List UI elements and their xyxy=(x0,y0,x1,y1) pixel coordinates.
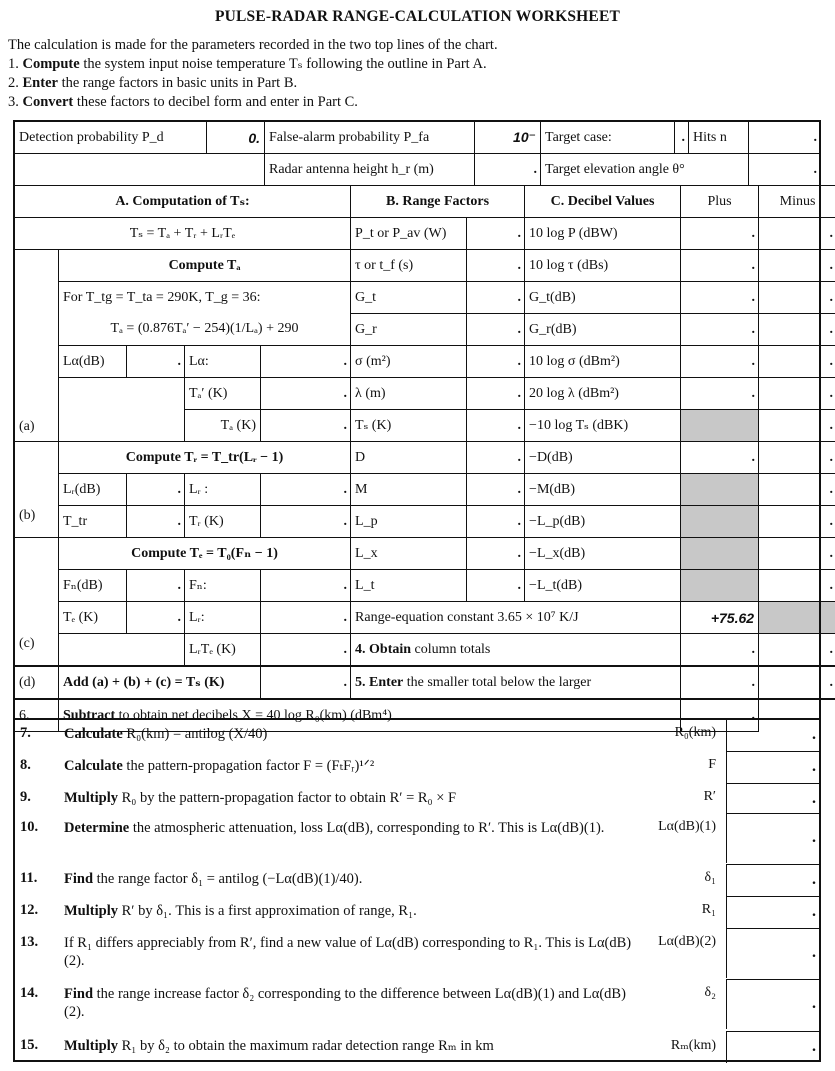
ta-prime-label: Tₐ′ (K) xyxy=(185,378,261,410)
range-factor-value[interactable]: . xyxy=(467,442,525,474)
step-result-value[interactable]: . xyxy=(726,928,820,978)
lr2-value[interactable]: . xyxy=(261,602,351,634)
range-factor-label: G_r xyxy=(351,314,467,346)
part-a-title: A. Computation of Tₛ: xyxy=(15,186,351,218)
ta-conditions: For T_tg = T_ta = 290K, T_g = 36: xyxy=(59,282,351,314)
lr2-label: Lᵣ: xyxy=(185,602,261,634)
range-factor-value[interactable]: . xyxy=(467,410,525,442)
step-result-value[interactable]: . xyxy=(726,864,820,896)
plus-value[interactable]: . xyxy=(681,282,759,314)
net-decibels-value[interactable]: . xyxy=(681,699,759,732)
false-alarm-label: False-alarm probability P_fa xyxy=(265,122,475,154)
minus-value[interactable]: . xyxy=(759,474,835,506)
range-constant-label: Range-equation constant 3.65 × 10⁷ K/J xyxy=(351,602,681,634)
range-factor-label: L_x xyxy=(351,538,467,570)
target-case-value[interactable]: . xyxy=(675,122,689,154)
blank-cell xyxy=(59,410,185,442)
range-factor-value[interactable]: . xyxy=(467,378,525,410)
step-row xyxy=(14,934,820,978)
plus-value[interactable]: . xyxy=(681,346,759,378)
minus-value[interactable]: . xyxy=(759,570,835,602)
decibel-label: −L_p(dB) xyxy=(525,506,681,538)
step-text: Calculate the pattern-propagation factor F = (FₜFᵣ)¹ᐟ² xyxy=(64,758,375,774)
step-number: 7. xyxy=(20,725,31,741)
step-text: Multiply R₁ by δ₂ to obtain the maximum radar detection range Rₘ in km xyxy=(64,1038,494,1054)
step-row xyxy=(14,985,820,1029)
lr-db-label: Lᵣ(dB) xyxy=(59,474,127,506)
instructions xyxy=(8,36,498,112)
detection-probability-label: Detection probability P_d xyxy=(15,122,207,154)
step-number: 8. xyxy=(20,757,31,773)
section-b-letter: (b) xyxy=(19,508,36,523)
fn-value[interactable]: . xyxy=(261,570,351,602)
ta-formula: Tₐ = (0.876Tₐ′ − 254)(1/Lₐ) + 290 xyxy=(59,314,351,346)
section-a-letter: (a) xyxy=(19,419,35,434)
te-k-value[interactable]: . xyxy=(127,602,185,634)
plus-value-shaded xyxy=(681,570,759,602)
range-factor-value[interactable]: . xyxy=(467,250,525,282)
range-constant-value: +75.62 xyxy=(681,602,759,634)
part-c-title: C. Decibel Values xyxy=(525,186,681,218)
minus-value[interactable]: . xyxy=(759,282,835,314)
step-row xyxy=(14,902,820,928)
step-row xyxy=(14,757,820,783)
minus-total[interactable]: . xyxy=(759,634,835,667)
lr-value[interactable]: . xyxy=(261,474,351,506)
step-result-label: Rₘ(km) xyxy=(670,1038,716,1053)
minus-value[interactable]: . xyxy=(759,410,835,442)
step-number: 11. xyxy=(20,870,38,886)
range-factor-value[interactable]: . xyxy=(467,474,525,506)
step-number: 15. xyxy=(20,1037,39,1053)
ta-k-label: Tₐ (K) xyxy=(185,410,261,442)
minus-value[interactable]: . xyxy=(759,378,835,410)
ta-prime-value[interactable]: . xyxy=(261,378,351,410)
fn-db-value[interactable]: . xyxy=(127,570,185,602)
minus-value[interactable]: . xyxy=(759,538,835,570)
plus-value-shaded xyxy=(681,474,759,506)
lrte-label: LᵣTₑ (K) xyxy=(185,634,261,667)
fn-db-label: Fₙ(dB) xyxy=(59,570,127,602)
plus-header: Plus xyxy=(681,186,759,218)
step-result-label: Lα(dB)(2) xyxy=(658,934,716,949)
step-6-text: Subtract to obtain net decibels X = 40 log R₀(km) (dBm⁴) xyxy=(59,699,681,732)
blank-cell xyxy=(59,378,185,410)
plus-smaller[interactable]: . xyxy=(681,666,759,699)
step-number: 13. xyxy=(20,934,39,950)
minus-value[interactable]: . xyxy=(759,506,835,538)
minus-smaller[interactable]: . xyxy=(759,666,835,699)
plus-value[interactable]: . xyxy=(681,442,759,474)
range-factor-label: L_t xyxy=(351,570,467,602)
decibel-label: −L_t(dB) xyxy=(525,570,681,602)
ta-k-value[interactable]: . xyxy=(261,410,351,442)
plus-value[interactable]: . xyxy=(681,218,759,250)
step-result-label: R′ xyxy=(703,789,716,804)
hits-label: Hits n xyxy=(689,122,749,154)
la-label: Lα: xyxy=(185,346,261,378)
decibel-label: G_t(dB) xyxy=(525,282,681,314)
range-factor-value[interactable]: . xyxy=(467,314,525,346)
section-a-label xyxy=(15,250,59,442)
lrte-value[interactable]: . xyxy=(261,634,351,667)
decibel-label: −10 log Tₛ (dBK) xyxy=(525,410,681,442)
compute-tr-title: Compute Tᵣ = T_tr(Lᵣ − 1) xyxy=(59,442,351,474)
step-row xyxy=(14,725,820,751)
step-text: Multiply R′ by δ₁. This is a first approximation of range, R₁. xyxy=(64,903,417,919)
minus-value[interactable]: . xyxy=(759,314,835,346)
step-row xyxy=(14,870,820,896)
target-case-label: Target case: xyxy=(541,122,675,154)
range-factor-value[interactable]: . xyxy=(467,570,525,602)
step-result-label: R₁ xyxy=(701,902,716,917)
intro-line-0: The calculation is made for the parameters recorded in the two top lines of the chart. xyxy=(8,37,498,53)
range-factor-value[interactable]: . xyxy=(467,346,525,378)
compute-te-title: Compute Tₑ = T₀(Fₙ − 1) xyxy=(59,538,351,570)
decibel-label: 10 log P (dBW) xyxy=(525,218,681,250)
step-number: 12. xyxy=(20,902,39,918)
step-result-value[interactable]: . xyxy=(726,783,820,815)
range-factor-label: P_t or P_av (W) xyxy=(351,218,467,250)
step-text: Calculate R₀(km) = antilog (X/40) xyxy=(64,726,268,742)
range-factor-value[interactable]: . xyxy=(467,282,525,314)
antenna-height-label: Radar antenna height h_r (m) xyxy=(265,154,475,186)
step-row xyxy=(14,1037,820,1063)
step-text: Multiply R₀ by the pattern-propagation factor to obtain R′ = R₀ × F xyxy=(64,790,457,806)
range-factor-label: τ or t_f (s) xyxy=(351,250,467,282)
step-text: Find the range increase factor δ₂ corresponding to the difference between Lα(dB)(1) and Lα(dB)(2). xyxy=(64,986,626,1020)
decibel-label: G_r(dB) xyxy=(525,314,681,346)
step-text: Determine the atmospheric attenuation, loss Lα(dB), corresponding to R′. This is Lα(dB)(1). xyxy=(64,820,605,836)
plus-value-shaded xyxy=(681,538,759,570)
intro-line-2: 2. Enter the range factors in basic units in Part B. xyxy=(8,75,298,91)
step-result-value[interactable]: . xyxy=(726,813,820,863)
intro-line-1: 1. Compute the system input noise temperature Tₛ following the outline in Part A. xyxy=(8,56,487,72)
decibel-label: −D(dB) xyxy=(525,442,681,474)
plus-total[interactable]: . xyxy=(681,634,759,667)
range-factor-label: M xyxy=(351,474,467,506)
step-row xyxy=(14,819,820,863)
part-b-title: B. Range Factors xyxy=(351,186,525,218)
step-result-label: Lα(dB)(1) xyxy=(658,819,716,834)
step-number: 9. xyxy=(20,789,31,805)
hits-value[interactable]: . xyxy=(749,122,821,154)
range-factor-label: σ (m²) xyxy=(351,346,467,378)
range-factor-label: L_p xyxy=(351,506,467,538)
lr-label: Lᵣ : xyxy=(185,474,261,506)
step-number: 10. xyxy=(20,819,39,835)
plus-value-shaded xyxy=(681,506,759,538)
target-elevation-label: Target elevation angle θ° xyxy=(541,154,749,186)
decibel-label: 10 log σ (dBm²) xyxy=(525,346,681,378)
step-number: 14. xyxy=(20,985,39,1001)
ts-formula: Tₛ = Tₐ + Tᵣ + LᵣTₑ xyxy=(15,218,351,250)
minus-value[interactable]: . xyxy=(759,442,835,474)
decibel-label: 20 log λ (dBm²) xyxy=(525,378,681,410)
te-k-label: Tₑ (K) xyxy=(59,602,127,634)
step-result-value[interactable]: . xyxy=(726,751,820,783)
range-factor-value[interactable]: . xyxy=(467,218,525,250)
fn-label: Fₙ: xyxy=(185,570,261,602)
worksheet-title: PULSE-RADAR RANGE-CALCULATION WORKSHEET xyxy=(214,8,621,25)
plus-value[interactable]: . xyxy=(681,314,759,346)
step-text: If R₁ differs appreciably from R′, find a new value of Lα(dB) corresponding to R₁. This is Lα(dB)(2). xyxy=(64,935,632,969)
range-factor-value[interactable]: . xyxy=(467,506,525,538)
step-row xyxy=(14,789,820,815)
minus-value[interactable]: . xyxy=(759,218,835,250)
ttr-value[interactable]: . xyxy=(127,506,185,538)
step-result-value[interactable]: . xyxy=(726,896,820,928)
step-result-value[interactable]: . xyxy=(726,1031,820,1063)
main-table xyxy=(14,185,835,732)
minus-value[interactable]: . xyxy=(759,346,835,378)
blank-cell xyxy=(59,634,185,667)
lr-db-value[interactable]: . xyxy=(127,474,185,506)
minus-header: Minus xyxy=(759,186,835,218)
la-value[interactable]: . xyxy=(261,346,351,378)
totals-label: 4. Obtain column totals xyxy=(351,634,681,667)
minus-value[interactable]: . xyxy=(759,250,835,282)
detection-probability-value[interactable]: 0. xyxy=(207,122,265,154)
step-result-value[interactable]: . xyxy=(726,719,820,751)
tr-k-value[interactable]: . xyxy=(261,506,351,538)
header-blank xyxy=(15,154,265,186)
range-factor-label: D xyxy=(351,442,467,474)
minus-value-shaded xyxy=(759,602,835,634)
compute-ta-title: Compute Tₐ xyxy=(59,250,351,282)
step-result-label: R₀(km) xyxy=(674,725,716,740)
header-table xyxy=(14,121,821,186)
section-d-label: (d) xyxy=(15,666,59,699)
tr-k-label: Tᵣ (K) xyxy=(185,506,261,538)
step-text: Find the range factor δ₁ = antilog (−Lα(dB)(1)/40). xyxy=(64,871,363,887)
la-db-label: Lα(dB) xyxy=(59,346,127,378)
section-c-letter: (c) xyxy=(19,636,35,651)
antenna-height-value[interactable]: . xyxy=(475,154,541,186)
add-ts-label: Add (a) + (b) + (c) = Tₛ (K) xyxy=(59,666,261,699)
plus-value-shaded xyxy=(681,410,759,442)
false-alarm-value[interactable]: 10⁻ xyxy=(475,122,541,154)
range-factor-value[interactable]: . xyxy=(467,538,525,570)
plus-value[interactable]: . xyxy=(681,250,759,282)
step-result-value[interactable]: . xyxy=(726,979,820,1029)
range-factor-label: G_t xyxy=(351,282,467,314)
ts-total-value[interactable]: . xyxy=(261,666,351,699)
step-result-label: δ₂ xyxy=(704,985,716,1000)
ttr-label: T_tr xyxy=(59,506,127,538)
decibel-label: 10 log τ (dBs) xyxy=(525,250,681,282)
range-factor-label: Tₛ (K) xyxy=(351,410,467,442)
decibel-label: −L_x(dB) xyxy=(525,538,681,570)
step-result-label: δ₁ xyxy=(704,870,716,885)
enter-smaller-label: 5. Enter the smaller total below the larger xyxy=(351,666,681,699)
range-factor-label: λ (m) xyxy=(351,378,467,410)
intro-line-3: 3. Convert these factors to decibel form and enter in Part C. xyxy=(8,94,358,110)
la-db-value[interactable]: . xyxy=(127,346,185,378)
target-elevation-value[interactable]: . xyxy=(749,154,821,186)
decibel-label: −M(dB) xyxy=(525,474,681,506)
step-6-number: 6. xyxy=(15,699,59,732)
step-result-label: F xyxy=(708,757,716,772)
plus-value[interactable]: . xyxy=(681,378,759,410)
